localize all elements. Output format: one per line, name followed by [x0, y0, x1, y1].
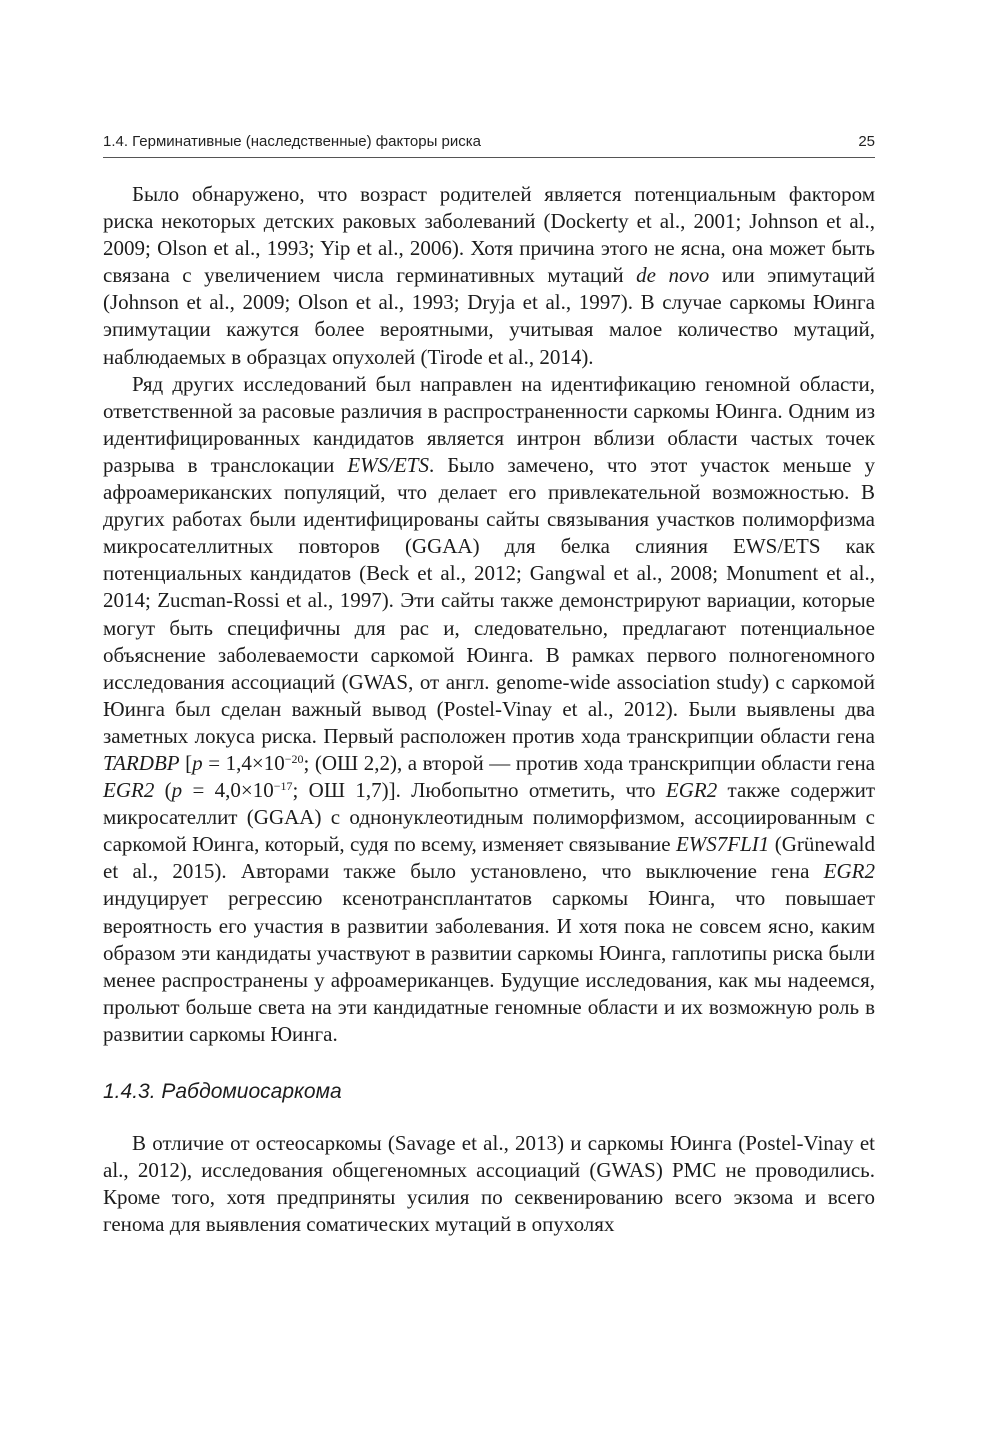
- page-number: 25: [858, 133, 875, 150]
- text-run: . Было замечено, что этот участок меньше у афроамериканских популяций, что делает его привлекательной возможностью. В других работах были идентифицированы сайты связывания участков полиморфизма микросателлитных повторов (GGAA) для белка слияния EWS/ETS как потенциальных кандидатов (Beck et al., 2012; Gangwal et al., 2008; Monument et al., 2014; Zucman-Rossi et al., 1997). Эти сайты также демонстрируют вариации, которые могут быть специфичны для рас и, следовательно, предлагают потенциальное объяснение заболеваемости саркомой Юинга. В рамках первого полногеномного исследования ассоциаций (GWAS, от англ. genome-wide association study) с саркомой Юинга был сделан важный вывод (Postel-Vinay et al., 2012). Были выявлены два заметных локуса риска. Первый расположен против хода транскрипции области гена: [103, 452, 875, 748]
- text-run: [: [179, 750, 193, 775]
- paragraph-genomic-region: [103, 371, 875, 1048]
- gene-name: TARDBP: [103, 750, 180, 775]
- italic-term: EWS/ETS: [347, 452, 429, 477]
- text-run: также содержит микросателлит (GGAA) с однонуклеотидным полиморфизмом, ассоциированным с саркомой Юинга, который, судя по всему, изменяет связывание: [103, 778, 876, 857]
- text-run: (: [154, 778, 172, 803]
- page-body: [103, 181, 875, 1238]
- text-run: В отличие от остеосаркомы (Savage et al., 2013) и саркомы Юинга (Postel-Vinay et al., 2012), исследования общегеномных ассоциаций (GWAS) РМС не проводились. Кроме того, хотя предприняты усилия по секвенированию всего экзома и всего генома для выявления соматических мутаций в опухолях: [103, 1131, 875, 1237]
- text-run: или эпимутаций (Johnson et al., 2009; Olson et al., 1993; Dryja et al., 1997). В случае саркомы Юинга эпимутации кажутся более вероятными, учитывая малое количество мутаций, наблюдаемых в образцах опухолей (Tirode et al., 2014).: [103, 263, 875, 369]
- gene-name: EWS7FLI1: [675, 832, 770, 857]
- text-run: Было обнаружено, что возраст родителей является потенциальным фактором риска некоторых детских раковых заболеваний (Dockerty et al., 2001; Johnson et al., 2009; Olson et al., 1993; Yip et al., 2006). Хотя причина этого не ясна, она может быть связана с увеличением числа герминативных мутаций: [103, 182, 875, 288]
- gene-name: EGR2: [665, 778, 718, 803]
- text-run: ; ОШ 1,7)]. Любопытно отметить, что: [292, 778, 666, 803]
- text-run: (Grünewald et al., 2015). Авторами также было установлено, что выключение гена: [103, 832, 875, 884]
- p-symbol: p: [171, 778, 183, 803]
- exponent: −20: [284, 751, 304, 766]
- paragraph-parental-age: [103, 181, 875, 371]
- text-run: ; (ОШ 2,2), а второй — против хода транскрипции области гена: [303, 750, 876, 775]
- p-symbol: p: [192, 750, 203, 775]
- text-run: индуцирует регрессию ксенотрансплантатов саркомы Юинга, что повышает вероятность его участия в развитии заболевания. И хотя пока не совсем ясно, каким образом эти кандидаты участвуют в развитии саркомы Юинга, гаплотипы риска были менее распространены у афроамериканцев. Будущие исследования, как мы надеемся, прольют больше света на эти кандидатные геномные области и их возможную роль в развитии саркомы Юинга.: [103, 886, 875, 1046]
- running-title: 1.4. Герминативные (наследственные) факторы риска: [103, 133, 481, 150]
- exponent: −17: [273, 779, 293, 794]
- section-heading: 1.4.3. Рабдомиосаркома: [103, 1080, 342, 1103]
- gene-name: EGR2: [103, 778, 155, 803]
- gene-name: EGR2: [823, 859, 875, 884]
- running-header: [103, 131, 875, 158]
- paragraph-rhabdomyosarcoma: [103, 1130, 875, 1238]
- text-run: Ряд других исследований был направлен на идентификацию геномной области, ответственной за расовые различия в распространенности саркомы Юинга. Одним из идентифицированных кандидатов является интрон вблизи области частых точек разрыва в транслокации: [103, 371, 875, 477]
- text-run: = 1,4×10: [202, 750, 285, 775]
- italic-term: de novo: [636, 263, 710, 288]
- text-run: = 4,0×10: [182, 778, 274, 803]
